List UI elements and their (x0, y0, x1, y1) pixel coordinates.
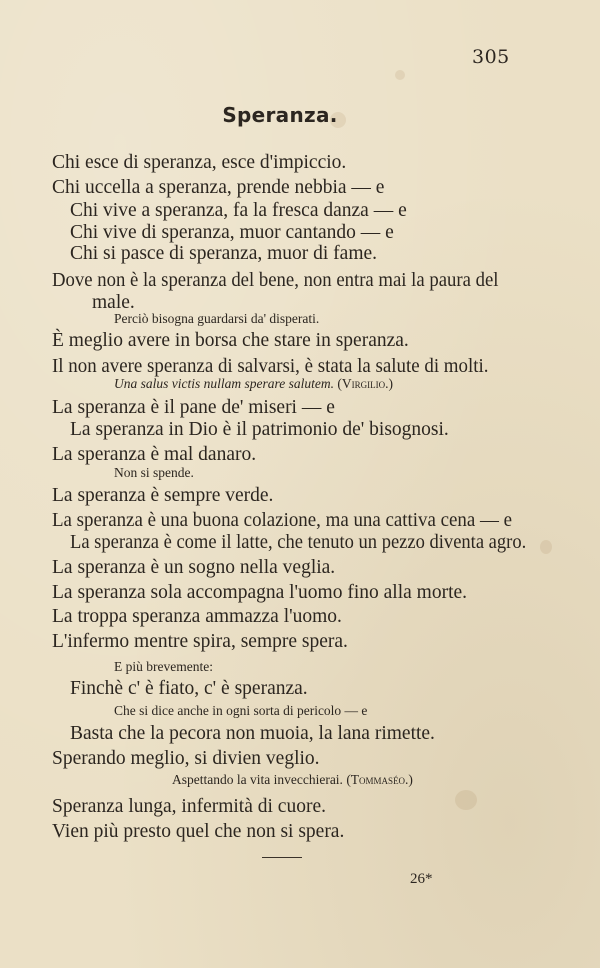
section-divider (262, 857, 302, 858)
proverb-line: Chi uccella a speranza, prende nebbia — e (52, 177, 385, 198)
citation-text: Aspettando la vita invecchierai. (172, 772, 343, 787)
proverb-line: Dove non è la speranza del bene, non entra mai la paura del (52, 270, 499, 291)
proverb-line: Sperando meglio, si divien veglio. (52, 748, 320, 769)
proverb-line: La speranza sola accompagna l'uomo fino alla morte. (52, 582, 468, 603)
proverb-line: La speranza in Dio è il patrimonio de' bisognosi. (70, 419, 449, 440)
proverb-line: Chi vive di speranza, muor cantando — e (70, 222, 394, 243)
note-line: Non si spende. (114, 465, 194, 480)
tommaseo-citation (172, 772, 413, 788)
note-line: E più brevemente: (114, 659, 213, 674)
proverb-line: La speranza è una buona colazione, ma una cattiva cena — e (52, 510, 513, 531)
note-line: Perciò bisogna guardarsi da' disperati. (114, 311, 320, 326)
proverb-line: Speranza lunga, infermità di cuore. (52, 796, 326, 817)
signature-mark: 26* (410, 871, 433, 887)
proverb-line: La speranza è il pane de' miseri — e (52, 397, 335, 418)
proverb-line: Chi vive a speranza, fa la fresca danza — e (70, 200, 407, 221)
proverb-line: Il non avere speranza di salvarsi, è stata la salute di molti. (52, 356, 489, 377)
note-line: Che si dice anche in ogni sorta di pericolo — e (114, 703, 368, 718)
proverb-line: Basta che la pecora non muoia, la lana rimette. (70, 723, 435, 744)
citation-author: (Tommaséo.) (346, 772, 413, 787)
foxing-spot (455, 790, 477, 810)
proverb-line: La troppa speranza ammazza l'uomo. (52, 606, 342, 627)
proverb-line: La speranza è un sogno nella veglia. (52, 557, 336, 578)
proverb-line: Vien più presto quel che non si spera. (52, 821, 345, 842)
proverb-line: L'infermo mentre spira, sempre spera. (52, 631, 348, 652)
foxing-spot (540, 540, 552, 554)
proverb-line: Finchè c' è fiato, c' è speranza. (70, 678, 308, 699)
citation-author: (Virgilio.) (337, 376, 393, 391)
latin-quote: Una salus victis nullam sperare salutem. (114, 376, 334, 391)
page-number: 305 (472, 46, 510, 68)
proverb-line: La speranza è mal danaro. (52, 444, 257, 465)
proverb-line: La speranza è sempre verde. (52, 485, 274, 506)
proverb-line: Chi si pasce di speranza, muor di fame. (70, 243, 378, 264)
latin-citation (114, 376, 393, 392)
proverb-line: È meglio avere in borsa che stare in speranza. (52, 330, 409, 351)
proverb-line: Chi esce di speranza, esce d'impiccio. (52, 152, 347, 173)
page-title: Speranza. (222, 103, 338, 127)
proverb-line: male. (92, 292, 135, 313)
proverb-line: La speranza è come il latte, che tenuto un pezzo diventa agro. (70, 532, 527, 553)
foxing-spot (395, 70, 405, 80)
